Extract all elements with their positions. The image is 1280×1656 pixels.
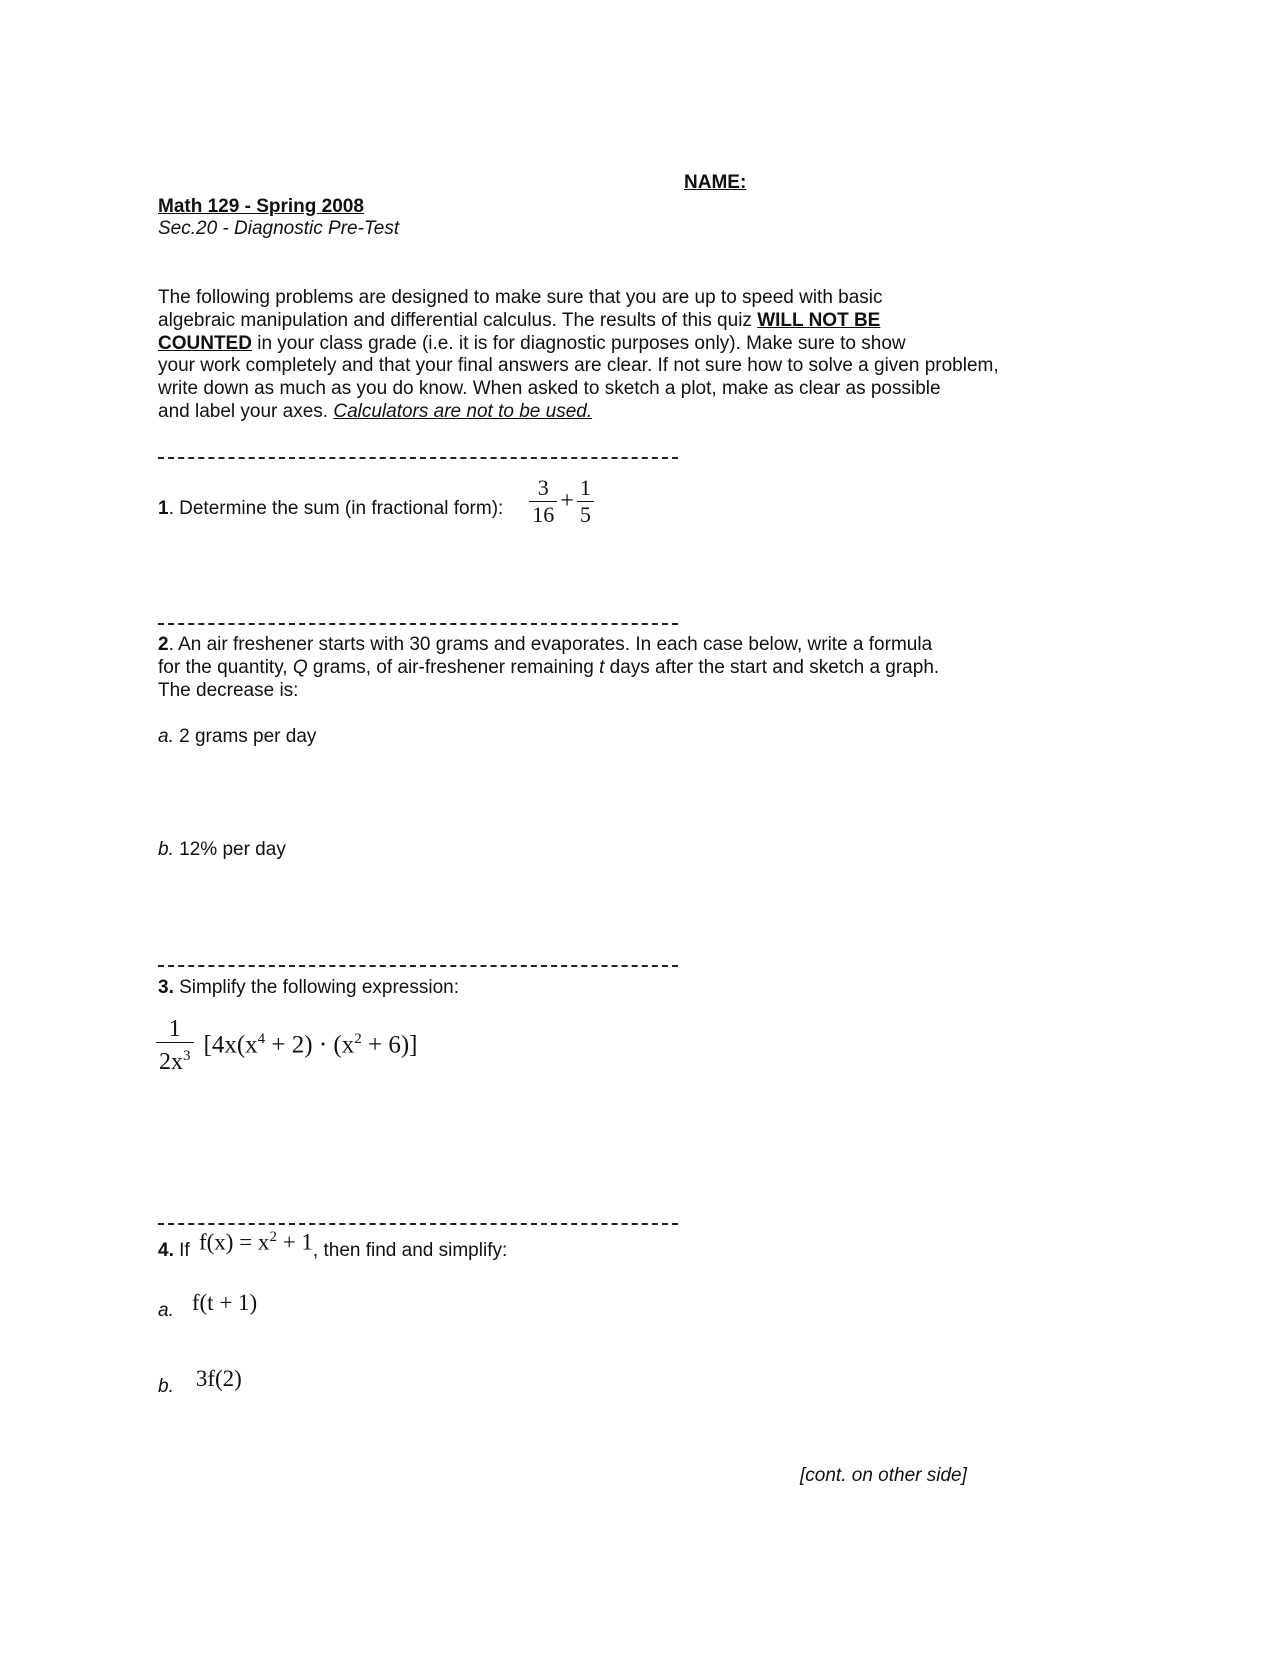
- part-b-label: b.: [158, 839, 174, 860]
- question-3: [158, 977, 459, 999]
- part-b-text: 12% per day: [173, 839, 286, 860]
- variable-q: Q: [292, 656, 308, 678]
- question-4b: [158, 1366, 242, 1398]
- will-not-be-emphasis: WILL NOT BE: [757, 309, 881, 331]
- function-definition-base: f(x) = x: [198, 1229, 270, 1255]
- function-definition-tail: + 1: [276, 1229, 313, 1255]
- question-2-text: . An air freshener starts with 30 grams and evaporates. In each case below, write a formula: [168, 634, 933, 655]
- question-4a: [158, 1290, 258, 1322]
- part-a-label: a.: [158, 726, 174, 747]
- question-4-number: 4.: [158, 1239, 174, 1261]
- calculators-note: Calculators are not to be used.: [333, 400, 593, 422]
- section-title: Sec.20 - Diagnostic Pre-Test: [158, 218, 400, 239]
- continued-note: [cont. on other side]: [800, 1465, 967, 1486]
- part-a-text: 2 grams per day: [173, 726, 317, 747]
- plus-sign: +: [560, 487, 574, 514]
- expr-part-3: + 6)]: [361, 1031, 418, 1059]
- question-1-text: . Determine the sum (in fractional form):: [168, 498, 504, 519]
- function-exponent: 2: [269, 1229, 277, 1245]
- exponent-2: 2: [354, 1031, 362, 1048]
- course-title: Math 129 - Spring 2008: [158, 196, 364, 217]
- fraction-denominator: [156, 1042, 194, 1075]
- intro-line-6: [158, 401, 1038, 424]
- denominator-exponent: 3: [183, 1048, 191, 1064]
- question-3-text: Simplify the following expression:: [173, 977, 459, 998]
- question-2-line-2-mid: grams, of air-freshener remaining: [307, 656, 600, 678]
- counted-emphasis: COUNTED: [158, 332, 252, 354]
- fraction-denominator: 5: [577, 501, 594, 528]
- intro-line-1: The following problems are designed to make sure that you are up to speed with basic: [158, 287, 883, 308]
- denominator-base: 2x: [159, 1049, 183, 1075]
- fraction-denominator: 16: [529, 501, 557, 528]
- question-4-if: If: [173, 1239, 195, 1261]
- section-divider: [158, 965, 678, 967]
- intro-line-3: [158, 333, 1038, 356]
- question-2-line-3: The decrease is:: [158, 679, 299, 701]
- variable-t: t: [599, 656, 605, 678]
- part-b-label: b.: [158, 1376, 174, 1397]
- section-divider: [158, 623, 678, 625]
- fraction-1-over-2x3: [156, 1016, 194, 1075]
- question-3-expression: [156, 1016, 417, 1075]
- intro-line-6-text: and label your axes.: [158, 400, 334, 422]
- part-a-label: a.: [158, 1300, 174, 1321]
- question-2-number: 2: [158, 634, 169, 655]
- function-definition: [199, 1229, 313, 1256]
- question-1-number: 1: [158, 498, 169, 519]
- exponent-4: 4: [257, 1031, 266, 1048]
- fraction-numerator: 1: [168, 1016, 181, 1042]
- question-1-prompt: [158, 498, 503, 520]
- intro-paragraph: [158, 287, 1038, 424]
- intro-line-5: write down as much as you do know. When asked to sketch a plot, make as clear as possible: [158, 378, 941, 400]
- part-a-expression: f(t + 1): [191, 1290, 258, 1315]
- question-2-line-1: [158, 634, 1038, 657]
- intro-line-3-text: in your class grade (i.e. it is for diagnostic purposes only). Make sure to show: [251, 332, 906, 354]
- question-2-line-2-pre: for the quantity,: [158, 656, 293, 678]
- section-divider: [158, 1223, 678, 1225]
- question-2-line-2-post: days after the start and sketch a graph.: [604, 656, 940, 678]
- section-divider: [158, 457, 678, 459]
- question-4-text: , then find and simplify:: [312, 1239, 508, 1261]
- intro-line-2-text: algebraic manipulation and differential calculus. The results of this quiz: [158, 309, 758, 331]
- question-1: [158, 473, 594, 529]
- fraction-3-16: [529, 475, 557, 528]
- question-2a: [158, 726, 316, 748]
- bracket-expression: [204, 1031, 418, 1059]
- fraction-numerator: 3: [537, 474, 549, 500]
- expr-part-2: + 2) · (x: [265, 1031, 355, 1059]
- question-2b: [158, 839, 286, 861]
- question-2: [158, 634, 1038, 702]
- name-label: NAME:: [684, 172, 747, 193]
- intro-line-4: your work completely and that your final answers are clear. If not sure how to solve a given problem,: [158, 355, 999, 377]
- fraction-numerator: 1: [579, 474, 591, 500]
- intro-line-2: [158, 310, 1038, 333]
- fraction-1-5: [577, 475, 594, 528]
- expr-part-1: [4x(x: [203, 1031, 258, 1059]
- question-3-number: 3.: [158, 977, 174, 998]
- question-4: [158, 1229, 508, 1262]
- question-2-line-2: [158, 657, 1038, 680]
- part-b-expression: 3f(2): [195, 1366, 242, 1391]
